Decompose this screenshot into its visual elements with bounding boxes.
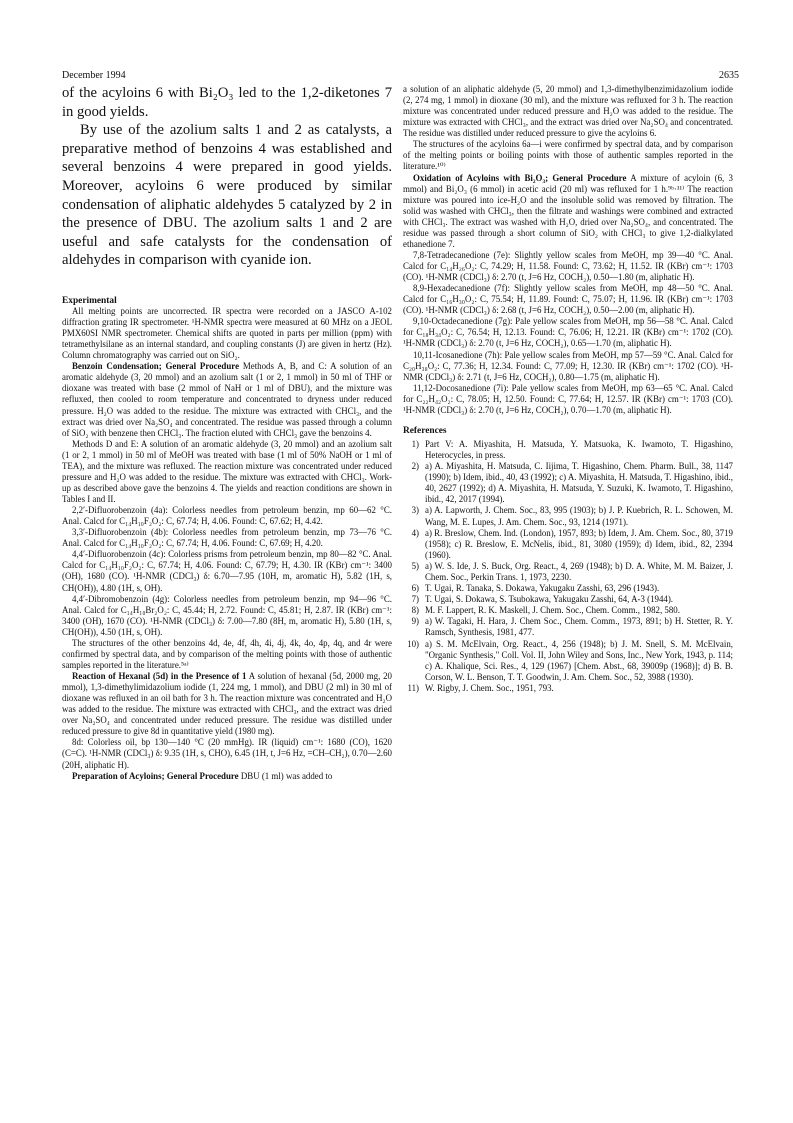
reference-text: a) W. Tagaki, H. Hara, J. Chem Soc., Chem. Comm., 1973, 891; b) H. Stetter, R. Y. Ramsch, Synthesis, 1981, 477. [425,616,733,638]
lead-paragraph-2: By use of the azolium salts 1 and 2 as catalysts, a preparative method of benzoins 4 was established and several benzoins 4 were prepared in good yields. Moreover, acyloins 6 were produced by similar condensation of aliphatic aldehydes 5 catalyzed by 2 in the presence of DBU. The azolium salts 1 and 2 are useful and safe catalysts for the condensation of aldehydes in comparison with cyanide ion. [62,122,392,269]
experimental-heading: Experimental [62,295,117,306]
reference-list [403,439,733,694]
reference-text: a) W. S. Ide, J. S. Buck, Org. React., 4, 269 (1948); b) D. A. White, M. M. Baizer, J. Chem. Soc., Perkin Trans. 1, 1973, 2230. [425,560,733,582]
reference-text: W. Rigby, J. Chem. Soc., 1951, 793. [425,682,554,693]
oxidation-paragraph [403,173,733,250]
reference-item [403,561,733,583]
page-number: 2635 [719,70,739,81]
compound-8d-paragraph: 8d: Colorless oil, bp 130—140 °C (20 mmHg). IR (liquid) cm⁻¹: 1680 (CO), 1620 (C=C). ¹H-NMR (CDCl₃) δ: 9.35 (1H, s, CHO), 6.45 (1H, t, J=6 Hz, =CH–CH₂), 0.70—2.60 (20H, aliphatic H). [62,737,392,770]
reference-number: 1) [411,438,419,449]
right-column [403,84,733,694]
page-header-date: December 1994 [62,70,126,81]
reference-number: 6) [411,583,419,594]
general-methods-paragraph: All melting points are uncorrected. IR spectra were recorded on a JASCO A-102 diffraction grating IR spectrometer. ¹H-NMR spectra were measured at 60 MHz on a JEOL PMX60SI NMR spectrometer. Chemical shifts are quoted in parts per million (ppm) with tetramethylsilane as an internal standard, and coupling constants (J) are given in hertz (Hz). Column chromatography was carried out on SiO₂. [62,305,392,361]
hexanal-reaction-heading: Reaction of Hexanal (5d) in the Presence of 1 [72,671,247,681]
reference-text: a) A. Lapworth, J. Chem. Soc., 83, 995 (1903); b) J. P. Kuebrich, R. L. Schowen, M. Wang, M. E. Lupes, J. Am. Chem. Soc., 93, 1214 (1971). [425,505,733,527]
oxidation-text: A mixture of acyloin (6, 3 mmol) and Bi₂O₃ (6 mmol) in acetic acid (20 ml) was refluxed for 1 h.⁹ᵇ·¹¹⁾ The reaction mixture was poured into ice-H₂O and the insoluble solid was removed by filtration. The solid was washed with CHCl₃, then the filtrate and washings were combined and extracted with CHCl₃. The extract was washed with H₂O, dried over Na₂SO₄, and concentrated. The residue was passed through a short column of SiO₂ with CHCl₃ to give 1,2-dialkylated ethanedione 7. [403,172,733,249]
reference-item [403,461,733,505]
reference-text: a) R. Breslow, Chem. Ind. (London), 1957, 893; b) Idem, J. Am. Chem. Soc., 80, 3719 (1958); c) R. Breslow, E. McNelis, ibid., 81, 3080 (1959); d) Idem, ibid., 82, 2394 (1960). [425,527,733,560]
reference-number: 2) [411,461,419,472]
benzoin-condensation-heading: Benzoin Condensation; General Procedure [72,361,240,372]
reference-text: T. Ugai, S. Dokawa, S. Tsubokawa, Yakugaku Zasshi, 64, A-3 (1944). [425,594,674,605]
acyloin-structures-paragraph: The structures of the acyloins 6a—i were confirmed by spectral data, and by comparison of the melting points or boiling points with those of authentic samples reported in the literature.¹⁰⁾ [403,139,733,172]
left-column [62,84,392,782]
reference-text: a) S. M. McElvain, Org. React., 4, 256 (1948); b) J. M. Snell, S. M. McElvain, "Organic Synthesis," Coll. Vol. II, John Wiley and Sons, Inc., New York, 1943, p. 114; c) A. Khalique, Sci. Res., 4, 129 (1967) [Chem. Abst., 68, 39009p (1968)]; d) B. B. Corson, W. L. Benson, T. T. Goodwin, J. Am. Chem. Soc., 52, 3988 (1930). [425,638,733,682]
compound-7e-paragraph: 7,8-Tetradecanedione (7e): Slightly yellow scales from MeOH, mp 39—40 °C. Anal. Calcd for C₁₄H₂₆O₂: C, 74.29; H, 11.58. Found: C, 73.62; H, 11.52. IR (KBr) cm⁻¹: 1703 (CO). ¹H-NMR (CDCl₃) δ: 2.70 (t, J=6 Hz, COCH₂), 0.50—1.80 (m, aliphatic H). [403,249,733,283]
reference-number: 10) [407,638,419,649]
reference-item [403,528,733,561]
reference-text: Part V: A. Miyashita, H. Matsuda, Y. Matsuoka, K. Iwamoto, T. Higashino, Heterocycles, in press. [425,438,733,460]
acyloin-preparation-text: DBU (1 ml) was added to [238,770,333,781]
compound-4a-paragraph: 2,2′-Difluorobenzoin (4a): Colorless needles from petroleum benzin, mp 60—62 °C. Anal. Calcd for C₁₄H₁₀F₂O₂: C, 67.74; H, 4.06. Found: C, 67.62; H, 4.42. [62,505,392,527]
compound-7f-paragraph: 8,9-Hexadecanedione (7f): Slightly yellow scales from MeOH, mp 48—50 °C. Anal. Calcd for C₁₆H₃₀O₂: C, 75.54; H, 11.89. Found: C, 75.07; H, 11.96. IR (KBr) cm⁻¹: 1703 (CO). ¹H-NMR (CDCl₃) δ: 2.68 (t, J=6 Hz, COCH₂), 0.50—2.00 (m, aliphatic H). [403,283,733,316]
reference-number: 9) [411,616,419,627]
reference-number: 5) [411,560,419,571]
reference-item [403,616,733,638]
compound-4c-paragraph: 4,4′-Difluorobenzoin (4c): Colorless prisms from petroleum benzin, mp 80—82 °C. Anal. Calcd for C₁₄H₁₀F₂O₂: C, 67.74; H, 4.06. Found: C, 67.79; H, 4.30. IR (KBr) cm⁻¹: 3400 (OH), 1680 (CO). ¹H-NMR (CDCl₃) δ: 6.70—7.95 (10H, m, aromatic H), 5.82 (1H, s, CH(OH)), 4.80 (1H, s, OH). [62,549,392,593]
compound-4g-paragraph: 4,4′-Dibromobenzoin (4g): Colorless needles from petroleum benzin, mp 94—96 °C. Anal. Calcd for C₁₄H₁₀Br₂O₂: C, 45.44; H, 2.72. Found: C, 45.81; H, 2.87. IR (KBr) cm⁻¹: 3400 (OH), 1670 (CO). ¹H-NMR (CDCl₃) δ: 7.00—7.80 (8H, m, aromatic H), 5.80 (1H, s, CH(OH)), 4.50 (1H, s, OH). [62,593,392,637]
reference-text: a) A. Miyashita, H. Matsuda, C. Iijima, T. Higashino, Chem. Pharm. Bull., 38, 1147 (1990); b) Idem, ibid., 40, 43 (1992); c) A. Miyashita, H. Matsuda, T. Higashino, ibid., 40, 2627 (1992); d) A. Miyashita, H. Matsuda, Y. Suzuki, K. Iwamoto, T. Higashino, ibid., 42, 2017 (1994). [425,461,733,505]
acyloin-preparation-heading: Preparation of Acyloins; General Procedure [72,770,239,781]
references-heading: References [403,425,447,436]
benzoin-condensation-text: Methods A, B, and C: A solution of an aromatic aldehyde (3, 20 mmol) and an azolium salt (1 or 2, 1 mmol) in 50 ml of THF or dioxane was treated with base (2 mmol of NaH or 1 ml of DBU), and the mixture was refluxed, then cooled to room temperature and concentrated to dryness under reduced pressure. H₂O was added to the residue. The mixture was extracted with CHCl₃, and the extract was dried over Na₂SO₄ and concentrated. The residue was passed through a column of SiO₂ with benzene then CHCl₃. The fraction eluted with CHCl₃ gave the benzoins 4. [62,361,392,438]
reference-item [403,594,733,605]
compound-4b-paragraph: 3,3′-Difluorobenzoin (4b): Colorless needles from petroleum benzin, mp 73—76 °C. Anal. Calcd for C₁₄H₁₀F₂O₂: C, 67.74; H, 4.06. Found: C, 67.69; H, 4.20. [62,527,392,549]
oxidation-heading: Oxidation of Acyloins with Bi₂O₃; General Procedure [413,172,627,183]
reference-item [403,583,733,594]
hexanal-reaction-text: A solution of hexanal (5d, 2000 mg, 20 mmol), 1,3-dimethylimidazolium iodide (1, 224 mg, 1 mmol), and DBU (2 ml) in 30 ml of dioxane was refluxed in an oil bath for 3 h. The reaction mixture was concentrated and H₂O was added to the residue. The mixture was extracted with CHCl₃, and the extract was dried over Na₂SO₄ and concentrated under reduced pressure. The residue was distilled under reduced pressure to give 8d in quantitative yield (1980 mg). [62,671,392,737]
compound-7i-paragraph: 11,12-Docosanedione (7i): Pale yellow scales from MeOH, mp 63—65 °C. Anal. Calcd for C₂₂H₄₂O₂: C, 78.05; H, 12.50. Found: C, 77.64; H, 12.57. IR (KBr) cm⁻¹: 1703 (CO). ¹H-NMR (CDCl₃) δ: 2.70 (t, J=6 Hz, COCH₂), 0.70—1.70 (m, aliphatic H). [403,382,733,415]
reference-number: 7) [411,594,419,605]
reference-number: 8) [411,605,419,616]
reference-item [403,505,733,527]
reference-item [403,683,733,694]
benzoin-condensation-paragraph [62,361,392,438]
benzoin-structures-paragraph: The structures of the other benzoins 4d, 4e, 4f, 4h, 4i, 4j, 4k, 4o, 4p, 4q, and 4r were confirmed by spectral data, and by comparison of the melting points with those of authentic samples reported in the literature.⁵ᵃ⁾ [62,637,392,670]
lead-paragraph-1: of the acyloins 6 with Bi₂O₃ led to the 1,2-diketones 7 in good yields. [62,85,392,120]
reference-item [403,605,733,616]
acyloin-preparation-paragraph [62,771,392,782]
reference-item [403,639,733,683]
compound-7g-paragraph: 9,10-Octadecanedione (7g): Pale yellow scales from MeOH, mp 56—58 °C. Anal. Calcd for C₁₈H₃₄O₂: C, 76.54; H, 12.13. Found: C, 76.06; H, 12.21. IR (KBr) cm⁻¹: 1702 (CO). ¹H-NMR (CDCl₃) δ: 2.70 (t, J=6 Hz, COCH₂), 0.65—1.70 (m, aliphatic H). [403,316,733,349]
reference-number: 3) [411,505,419,516]
reference-number: 11) [407,682,419,693]
methods-de-paragraph: Methods D and E: A solution of an aromatic aldehyde (3, 20 mmol) and an azolium salt (1 or 2, 1 mmol) in 50 ml of MeOH was treated with base (1 ml of 50% NaOH or 1 ml of TEA), and the mixture was refluxed. The reaction mixture was concentrated under reduced pressure and H₂O was added to the residue. The mixture was extracted with CHCl₃. Work-up as described above gave the benzoins 4. The yields and reaction conditions are shown in Tables I and II. [62,438,392,504]
reference-text: T. Ugai, R. Tanaka, S. Dokawa, Yakugaku Zasshi, 63, 296 (1943). [425,583,660,594]
compound-7h-paragraph: 10,11-Icosanedione (7h): Pale yellow scales from MeOH, mp 57—59 °C. Anal. Calcd for C₂₀H₃₈O₂: C, 77.36; H, 12.34. Found: C, 77.09; H, 12.30. IR (KBr) cm⁻¹: 1702 (CO). ¹H-NMR (CDCl₃) δ: 2.71 (t, J=6 Hz, COCH₂), 0.80—1.75 (m, aliphatic H). [403,349,733,382]
acyloin-continued-paragraph: a solution of an aliphatic aldehyde (5, 20 mmol) and 1,3-dimethylbenzimidazolium iodide (2, 274 mg, 1 mmol) in dioxane (30 ml), and the mixture was refluxed for 3 h. The reaction mixture was concentrated under reduced pressure and H₂O was added to the residue. The mixture was extracted with CHCl₃, and the extract was dried over Na₂SO₄ and concentrated. The residue was distilled under reduced pressure to give the acyloins 6. [403,84,733,139]
reference-text: M. F. Lappert, R. K. Maskell, J. Chem. Soc., Chem. Comm., 1982, 580. [425,605,680,616]
reference-item [403,439,733,461]
hexanal-reaction-paragraph [62,671,392,737]
reference-number: 4) [411,527,419,538]
